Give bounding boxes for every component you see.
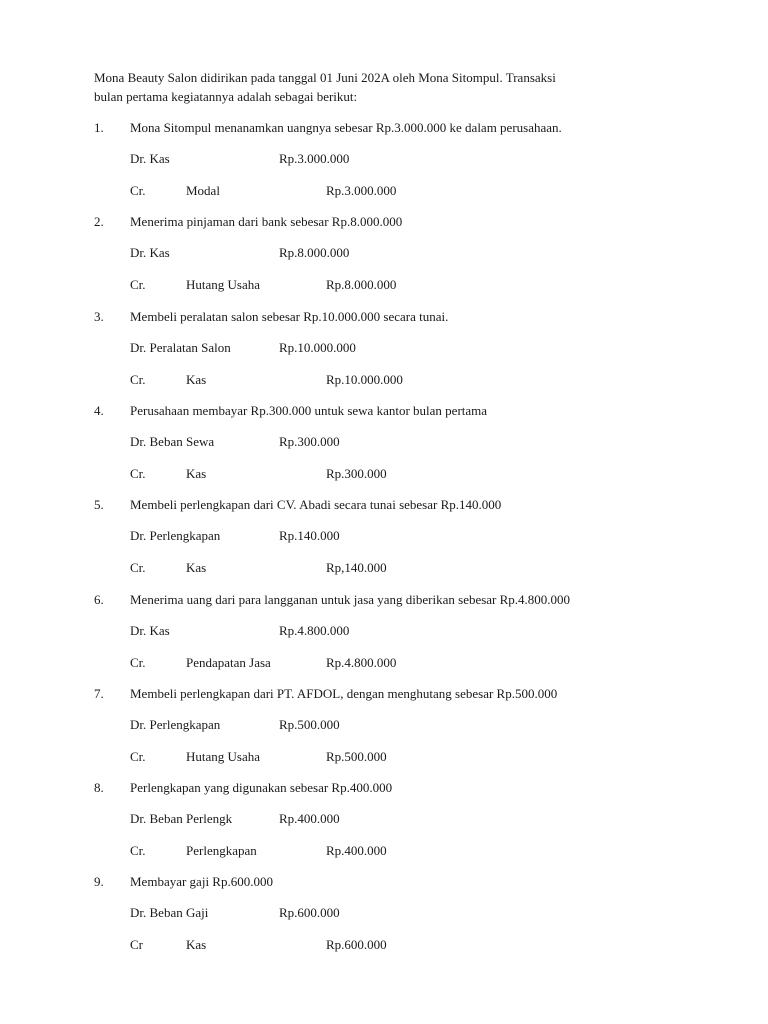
transaction-number: 7. bbox=[94, 686, 104, 701]
intro-line-2: bulan pertama kegiatannya adalah sebagai berikut: bbox=[94, 89, 358, 104]
credit-label: Cr. bbox=[130, 372, 146, 387]
debit-amount: Rp.3.000.000 bbox=[279, 151, 350, 166]
debit-amount: Rp.140.000 bbox=[279, 528, 340, 543]
intro-line-1: Mona Beauty Salon didirikan pada tanggal 01 Juni 202A oleh Mona Sitompul. Transaksi bbox=[94, 70, 556, 85]
credit-amount: Rp,140.000 bbox=[326, 560, 387, 575]
credit-account: Modal bbox=[186, 183, 220, 198]
credit-account: Hutang Usaha bbox=[186, 277, 261, 292]
transaction-number: 9. bbox=[94, 874, 104, 889]
credit-account: Hutang Usaha bbox=[186, 749, 261, 764]
credit-account: Kas bbox=[186, 372, 207, 387]
transaction-number: 1. bbox=[94, 120, 104, 135]
intro-paragraph bbox=[94, 68, 694, 106]
credit-account: Kas bbox=[186, 466, 207, 481]
credit-label: Cr. bbox=[130, 560, 146, 575]
credit-label: Cr. bbox=[130, 843, 146, 858]
transaction-description: Perlengkapan yang digunakan sebesar Rp.400.000 bbox=[130, 780, 393, 795]
credit-amount: Rp.400.000 bbox=[326, 843, 387, 858]
credit-amount: Rp.3.000.000 bbox=[326, 183, 397, 198]
transaction-description: Membeli perlengkapan dari PT. AFDOL, dengan menghutang sebesar Rp.500.000 bbox=[130, 686, 558, 701]
credit-label: Cr. bbox=[130, 277, 146, 292]
transaction-description: Perusahaan membayar Rp.300.000 untuk sewa kantor bulan pertama bbox=[130, 403, 488, 418]
transaction-number: 3. bbox=[94, 309, 104, 324]
credit-amount: Rp.8.000.000 bbox=[326, 277, 397, 292]
debit-account: Dr. Kas bbox=[130, 245, 170, 260]
debit-account: Dr. Perlengkapan bbox=[130, 717, 221, 732]
credit-account: Pendapatan Jasa bbox=[186, 655, 271, 670]
debit-account: Dr. Kas bbox=[130, 623, 170, 638]
debit-amount: Rp.600.000 bbox=[279, 905, 340, 920]
credit-label: Cr. bbox=[130, 749, 146, 764]
credit-label: Cr. bbox=[130, 183, 146, 198]
credit-label: Cr bbox=[130, 937, 143, 952]
debit-account: Dr. Beban Perlengk bbox=[130, 811, 233, 826]
transaction-description: Membeli perlengkapan dari CV. Abadi secara tunai sebesar Rp.140.000 bbox=[130, 497, 502, 512]
credit-account: Kas bbox=[186, 937, 207, 952]
debit-amount: Rp.400.000 bbox=[279, 811, 340, 826]
debit-account: Dr. Kas bbox=[130, 151, 170, 166]
transaction-description: Membeli peralatan salon sebesar Rp.10.000.000 secara tunai. bbox=[130, 309, 449, 324]
debit-amount: Rp.10.000.000 bbox=[279, 340, 356, 355]
transaction-number: 6. bbox=[94, 592, 104, 607]
credit-amount: Rp.300.000 bbox=[326, 466, 387, 481]
transaction-description: Membayar gaji Rp.600.000 bbox=[130, 874, 273, 889]
credit-account: Kas bbox=[186, 560, 207, 575]
transaction-description: Menerima pinjaman dari bank sebesar Rp.8.000.000 bbox=[130, 214, 403, 229]
debit-account: Dr. Peralatan Salon bbox=[130, 340, 231, 355]
transaction-number: 4. bbox=[94, 403, 104, 418]
debit-amount: Rp.300.000 bbox=[279, 434, 340, 449]
credit-label: Cr. bbox=[130, 655, 146, 670]
credit-amount: Rp.4.800.000 bbox=[326, 655, 397, 670]
credit-label: Cr. bbox=[130, 466, 146, 481]
debit-account: Dr. Beban Gaji bbox=[130, 905, 209, 920]
transaction-description: Mona Sitompul menanamkan uangnya sebesar Rp.3.000.000 ke dalam perusahaan. bbox=[130, 120, 562, 135]
debit-amount: Rp.8.000.000 bbox=[279, 245, 350, 260]
credit-account: Perlengkapan bbox=[186, 843, 257, 858]
transaction-number: 2. bbox=[94, 214, 104, 229]
debit-amount: Rp.4.800.000 bbox=[279, 623, 350, 638]
transaction-number: 8. bbox=[94, 780, 104, 795]
debit-amount: Rp.500.000 bbox=[279, 717, 340, 732]
credit-amount: Rp.500.000 bbox=[326, 749, 387, 764]
credit-amount: Rp.600.000 bbox=[326, 937, 387, 952]
transaction-description: Menerima uang dari para langganan untuk jasa yang diberikan sebesar Rp.4.800.000 bbox=[130, 592, 571, 607]
debit-account: Dr. Perlengkapan bbox=[130, 528, 221, 543]
transaction-number: 5. bbox=[94, 497, 104, 512]
credit-amount: Rp.10.000.000 bbox=[326, 372, 403, 387]
debit-account: Dr. Beban Sewa bbox=[130, 434, 215, 449]
